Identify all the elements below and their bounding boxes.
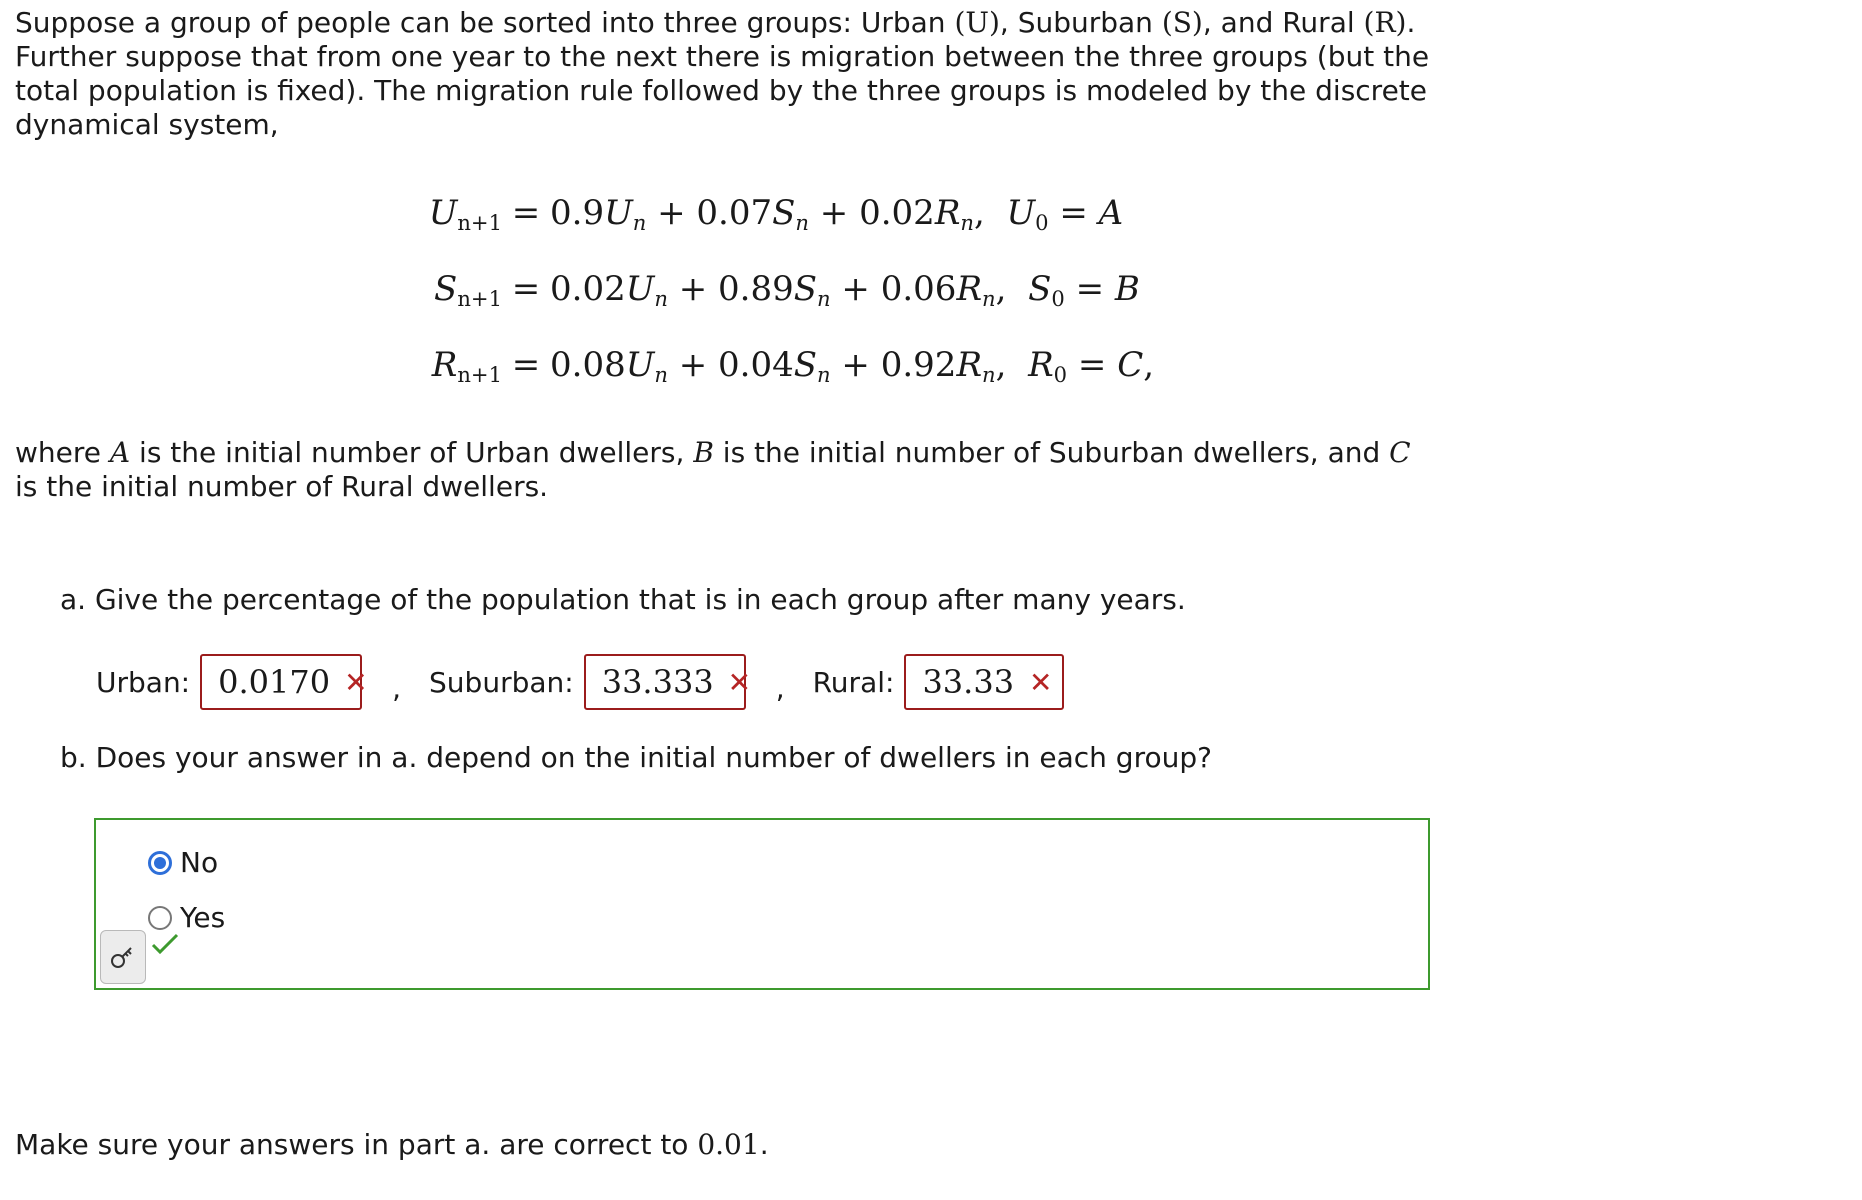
intro-text-1: Suppose a group of people can be sorted into three groups: Urban [15,6,955,39]
suburban-answer-input[interactable]: 33.333 ✕ [584,654,746,710]
answer-choice-box [94,818,1430,990]
option-yes[interactable] [148,901,225,934]
equation-suburban: $S_{n+1}$ = $0.02U_n + 0.89S_n + 0.06R_n$, $S_0 = B$ [390,256,1154,332]
equation-rural: $R_{n+1}$ = $0.08U_n + 0.04S_n + 0.92R_n$, $R_0 = C$, [390,332,1154,408]
variable-definitions: where A is the initial number of Urban dwellers, B is the initial number of Suburban dwellers, and C is the initial number of Rural dwellers. [15,436,1411,503]
urban-label: Urban: [96,665,191,699]
initial-condition: $U_0 = A$ [1006,193,1124,235]
key-icon[interactable] [100,930,146,984]
initial-condition: $R_0 = C$, [1028,344,1155,387]
equation-rhs: $0.08U_n + 0.04S_n + 0.92R_n$, [550,344,1029,387]
equation-system [390,180,1154,408]
suburban-label: Suburban: [429,665,574,699]
radio-button[interactable] [148,906,172,930]
question-a: a. Give the percentage of the population that is in each group after many years. [60,583,1186,616]
tolerance-note: Make sure your answers in part a. are correct to 0.01. [15,1128,769,1161]
equation-urban: $U_{n+1}$ = $0.9U_n + 0.07S_n + 0.02R_n$, $U_0 = A$ [390,180,1154,256]
x-mark-icon: ✕ [344,665,368,699]
option-yes-label: Yes [180,901,226,934]
intro-text-4: . Further suppose that from one year to the next there is migration between the three groups (but the total population is fixed). The migration rule followed by the three groups is modeled by the discrete dynamical system, [15,6,1430,141]
radio-button-selected[interactable] [148,851,172,875]
symbol-c: C [1389,436,1411,469]
initial-condition: $S_0 = B$ [1028,268,1140,311]
option-no-label: No [180,846,219,879]
question-b: b. Does your answer in a. depend on the initial number of dwellers in each group? [60,741,1212,774]
suburban-symbol: (S) [1161,6,1203,39]
rural-answer-input[interactable]: 33.33 ✕ [904,654,1064,710]
answer-fields-a: Urban: 0.0170 ✕ , Suburban: 33.333 ✕ , Rural: 33.33 ✕ [96,654,1064,710]
intro-text-2: , Suburban [999,6,1162,39]
intro-text-3: , and Rural [1202,6,1364,39]
x-mark-icon: ✕ [1028,665,1053,699]
x-mark-icon: ✕ [727,665,752,699]
equation-rhs: $0.02U_n + 0.89S_n + 0.06R_n$, [550,268,1029,311]
problem-intro [15,6,1435,142]
urban-symbol: (U) [954,6,1000,39]
tolerance-value: 0.01 [697,1128,760,1161]
rural-symbol: (R) [1363,6,1407,39]
equation-rhs: $0.9U_n + 0.07S_n + 0.02R_n$, [550,193,1007,235]
symbol-b: B [693,436,714,469]
symbol-a: A [109,436,131,469]
rural-label: Rural: [812,665,895,699]
urban-answer-input[interactable]: 0.0170 ✕ [200,654,362,710]
option-no[interactable] [148,846,218,879]
check-mark-icon [150,932,180,956]
